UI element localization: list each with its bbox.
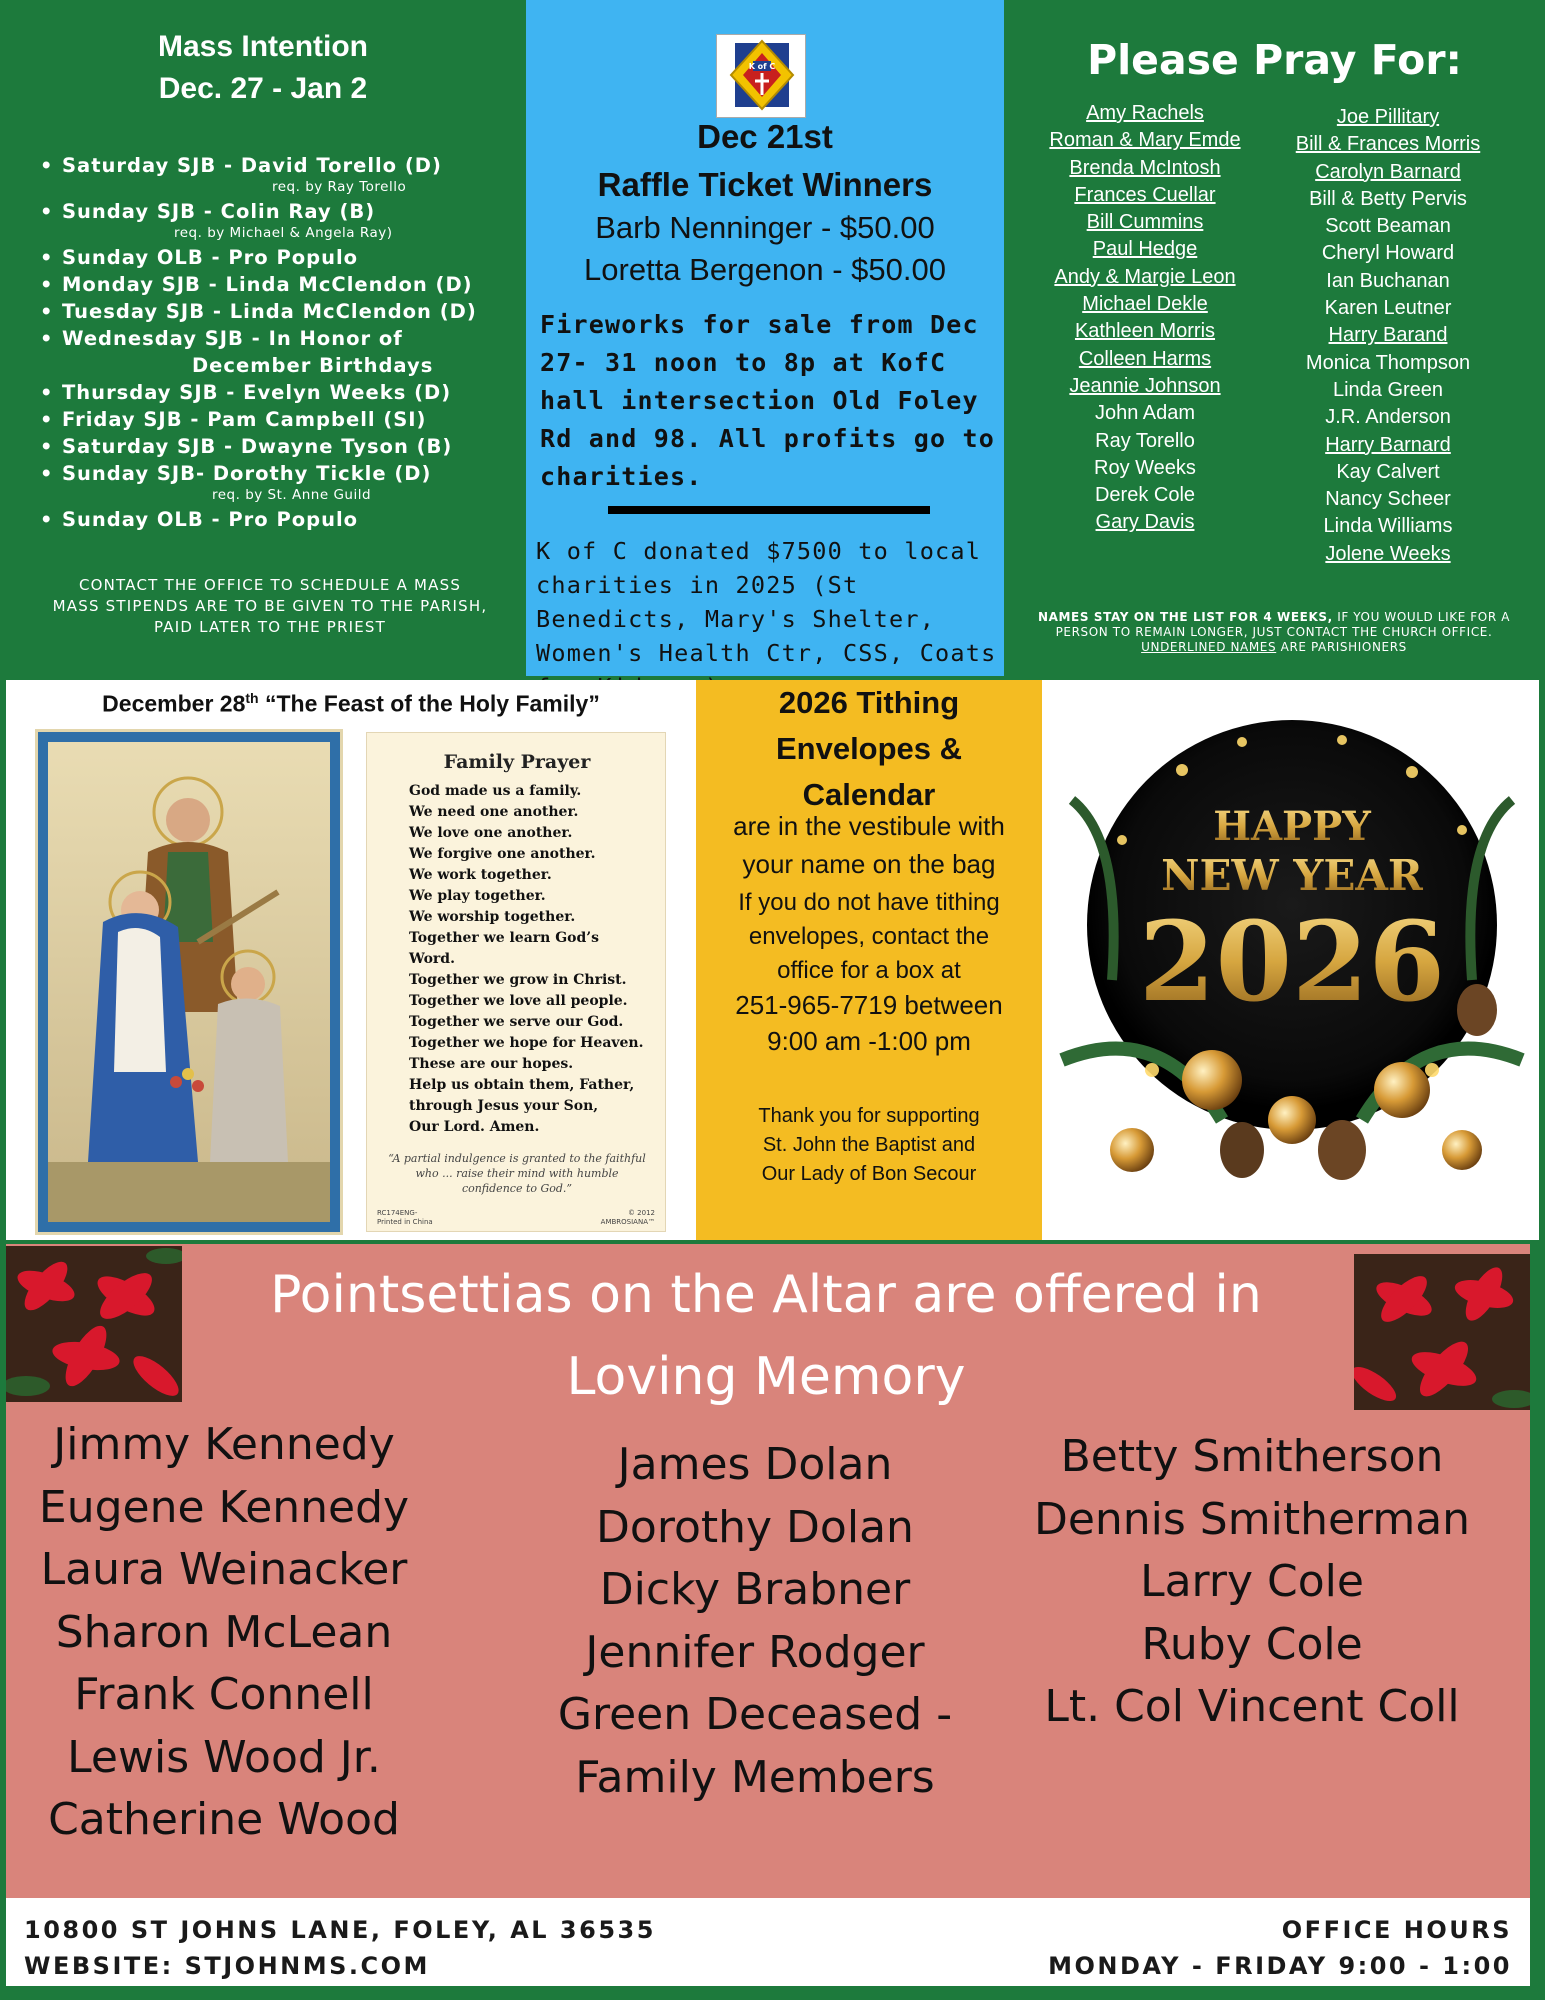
tithing-heading: 2026 Tithing Envelopes & Calendar — [775, 685, 963, 812]
prayer-line: Help us obtain them, Father, — [409, 1077, 635, 1093]
footer-hours — [1048, 1912, 1512, 1984]
mass-intention-panel — [0, 0, 526, 676]
prayer-name: Monica Thompson — [1305, 351, 1471, 374]
memorial-name: James Dolan — [617, 1439, 893, 1490]
poinsettia-image — [6, 1246, 182, 1402]
prayer-line: through Jesus your Son, — [409, 1098, 599, 1114]
prayer-name: Scott Beaman — [1325, 215, 1451, 238]
prayer-name: Amy Rachels — [1086, 102, 1204, 124]
prayer-name: Nancy Scheer — [1325, 488, 1451, 511]
tithing-thanks: Thank you for supporting St. John the Baptist and Our Lady of Bon Secour — [758, 1105, 980, 1185]
prayer-name: Bill Cummins — [1086, 211, 1204, 234]
raffle-date: Dec 21st — [697, 118, 833, 155]
prayer-line: We love one another. — [409, 825, 573, 841]
prayer-name: Carolyn Barnard — [1315, 160, 1461, 183]
memorial-name: Dorothy Dolan — [596, 1501, 914, 1553]
family-prayer-card — [366, 732, 666, 1232]
memorial-panel — [6, 1244, 1530, 1899]
mass-item: • Thursday SJB - Evelyn Weeks (D) — [40, 379, 510, 406]
mass-item: • Sunday SJB - Colin Ray (B) req. by Michael & Angela Ray) — [40, 198, 510, 241]
prayer-name: Linda Williams — [1323, 515, 1453, 538]
prayer-line: Our Lord. Amen. — [409, 1119, 540, 1135]
prayer-name: Bill & Betty Pervis — [1309, 187, 1467, 210]
divider — [608, 506, 930, 514]
mass-contact-note: CONTACT THE OFFICE TO SCHEDULE A MASS — [78, 576, 462, 594]
prayer-list-column — [1268, 104, 1508, 568]
prayer-name: Joe Pillitary — [1336, 106, 1440, 128]
mass-list — [40, 152, 510, 533]
memorial-name: Green Deceased - — [557, 1689, 953, 1740]
mass-item: • Monday SJB - Linda McClendon (D) — [40, 271, 510, 298]
mass-item: • Sunday SJB- Dorothy Tickle (D) req. by St. Anne Guild — [40, 460, 510, 503]
memorial-heading: Pointsettias on the Altar are offered in Loving Memory — [270, 1265, 1262, 1407]
prayer-name: Roy Weeks — [1094, 456, 1196, 479]
prayer-name: Derek Cole — [1094, 484, 1196, 507]
memorial-name: Ruby Cole — [1141, 1618, 1363, 1670]
prayer-title: Family Prayer — [443, 751, 591, 773]
prayer-name: Michael Dekle — [1082, 293, 1208, 316]
prayer-line: Together we love all people. — [409, 993, 628, 1009]
card-code: RC174ENG- Printed in China — [377, 1209, 433, 1226]
memorial-name: Larry Cole — [1140, 1556, 1364, 1607]
raffle-winner: Barb Nenninger - $50.00 — [595, 210, 935, 245]
prayer-line: We play together. — [409, 888, 546, 904]
memorial-name: Lewis Wood Jr. — [67, 1731, 381, 1783]
prayer-text — [409, 781, 649, 1138]
prayer-name: Cheryl Howard — [1321, 242, 1455, 265]
memorial-name: Lt. Col Vincent Coll — [1044, 1681, 1460, 1732]
memorial-name: Eugene Kennedy — [38, 1481, 410, 1533]
memorial-name: Catherine Wood — [48, 1794, 400, 1845]
mass-dates: Dec. 27 - Jan 2 — [158, 72, 368, 105]
raffle-title: Raffle Ticket Winners — [597, 166, 933, 203]
footer — [6, 1898, 1530, 1986]
memorial-name: Jennifer Rodger — [585, 1626, 925, 1678]
prayer-line: We forgive one another. — [409, 846, 596, 862]
memorial-column — [518, 1434, 992, 1809]
memorial-name: Laura Weinacker — [40, 1544, 408, 1595]
prayer-list-title: Please Pray For: — [1087, 36, 1462, 84]
mass-title: Mass Intention — [157, 30, 368, 63]
tithing-contact: If you do not have tithing envelopes, contact the office for a box at 251-965-7719 between 9:00 am -1:00 pm — [735, 889, 1003, 1056]
prayer-name: Brenda McIntosh — [1069, 156, 1221, 179]
prayer-name: Colleen Harms — [1078, 347, 1212, 370]
memorial-column — [6, 1414, 442, 1852]
mass-item: • Sunday OLB - Pro Populo — [40, 506, 510, 533]
holy-family-image — [38, 732, 340, 1232]
mass-item: • Sunday OLB - Pro Populo — [40, 244, 510, 271]
mass-item: • Wednesday SJB - In Honor of December Birthdays — [40, 325, 510, 379]
prayer-line: Together we learn God’s — [409, 930, 600, 946]
prayer-name: Karen Leutner — [1324, 297, 1452, 320]
prayer-name: Frances Cuellar — [1074, 183, 1216, 206]
memorial-name: Betty Smitherson — [1060, 1431, 1444, 1482]
holy-family-panel — [6, 680, 696, 1240]
prayer-line: We worship together. — [409, 909, 576, 925]
mass-stipend-note: MASS STIPENDS ARE TO BE GIVEN TO THE PARISH, PAID LATER TO THE PRIEST — [52, 597, 488, 636]
memorial-name: Dennis Smitherman — [1033, 1493, 1471, 1545]
svg-text:2026: 2026 — [1138, 897, 1446, 1026]
feast-caption: December 28th “The Feast of the Holy Family” — [102, 690, 600, 717]
svg-text:K of C: K of C — [748, 62, 776, 71]
mass-item: • Friday SJB - Pam Campbell (SI) — [40, 406, 510, 433]
prayer-name: Kay Calvert — [1336, 460, 1440, 483]
mass-item: • Tuesday SJB - Linda McClendon (D) — [40, 298, 510, 325]
memorial-name: Sharon McLean — [55, 1606, 393, 1658]
kofc-panel — [526, 0, 1004, 676]
prayer-line: God made us a family. — [409, 783, 582, 799]
prayer-line: We work together. — [409, 867, 552, 883]
prayer-name: Kathleen Morris — [1074, 320, 1216, 343]
prayer-list-panel — [1004, 0, 1545, 676]
prayer-name: Jolene Weeks — [1325, 542, 1451, 565]
prayer-line: These are our hopes. — [409, 1056, 574, 1072]
prayer-line: Together we serve our God. — [409, 1014, 624, 1030]
prayer-name: Andy & Margie Leon — [1054, 265, 1236, 288]
memorial-name: Frank Connell — [74, 1669, 374, 1720]
prayer-name: Ray Torello — [1095, 429, 1195, 452]
svg-text:HAPPY: HAPPY — [1213, 803, 1371, 850]
prayer-name: Gary Davis — [1095, 511, 1195, 534]
prayer-name: Harry Barand — [1328, 324, 1448, 347]
prayer-line: Together we hope for Heaven. — [409, 1035, 644, 1051]
memorial-column — [1010, 1426, 1494, 1739]
memorial-name: Dicky Brabner — [599, 1564, 911, 1615]
prayer-line: Together we grow in Christ. — [409, 972, 627, 988]
card-copyright: © 2012 AMBROSIANA™ — [600, 1209, 655, 1226]
prayer-name: Paul Hedge — [1092, 238, 1198, 261]
prayer-name: Linda Green — [1332, 378, 1444, 401]
fireworks-notice: Fireworks for sale from Dec 27- 31 noon to 8p at KofC hall intersection Old Foley Rd and 98. All profits go to charities. — [540, 310, 996, 491]
footer-contact — [24, 1912, 656, 1984]
office-hours-label: OFFICE HOURS — [1281, 1916, 1512, 1944]
donation-notice: K of C donated $7500 to local charities in 2025 (St Benedicts, Mary's Shelter, Women's Health Ctr, CSS, Coats — [536, 537, 997, 667]
prayer-name: Ian Buchanan — [1326, 269, 1450, 292]
prayer-line: We need one another. — [409, 804, 579, 820]
prayer-name: Roman & Mary Emde — [1049, 129, 1241, 152]
parish-website[interactable]: WEBSITE: STJOHNMS.COM — [24, 1952, 430, 1980]
memorial-name: Jimmy Kennedy — [53, 1419, 395, 1470]
prayer-name: J.R. Anderson — [1325, 406, 1451, 429]
happy-new-year-image — [1042, 680, 1539, 1240]
parish-address: 10800 ST JOHNS LANE, FOLEY, AL 36535 — [24, 1916, 656, 1944]
poinsettia-image — [1354, 1254, 1530, 1410]
prayer-line: Word. — [409, 951, 455, 967]
tithing-text: are in the vestibule with your name on the bag — [733, 811, 1005, 879]
office-hours: MONDAY - FRIDAY 9:00 - 1:00 — [1048, 1952, 1512, 1980]
prayer-name: John Adam — [1094, 402, 1196, 425]
prayer-list-note: NAMES STAY ON THE LIST FOR 4 WEEKS, IF YOU WOULD LIKE FOR A PERSON TO REMAIN LONGER, JUST CONTACT THE CHURCH OFFICE. UNDERLINED NAMES ARE PARISHIONERS — [1037, 610, 1511, 654]
raffle-winner: Loretta Bergenon - $50.00 — [584, 252, 946, 287]
kofc-emblem-icon — [716, 34, 806, 118]
tithing-panel — [696, 680, 1042, 1240]
mass-item: • Saturday SJB - David Torello (D) req. by Ray Torello — [40, 152, 510, 195]
prayer-list-column — [1025, 100, 1265, 537]
indulgence-note: “A partial indulgence is granted to the faithful who ... raise their mind with humble confidence to God.” — [388, 1152, 646, 1195]
svg-text:NEW YEAR: NEW YEAR — [1161, 851, 1423, 900]
memorial-name: Family Members — [575, 1751, 935, 1803]
mass-item: • Saturday SJB - Dwayne Tyson (B) — [40, 433, 510, 460]
prayer-name: Harry Barnard — [1325, 433, 1451, 456]
prayer-name: Bill & Frances Morris — [1295, 133, 1481, 156]
prayer-name: Jeannie Johnson — [1069, 374, 1221, 397]
